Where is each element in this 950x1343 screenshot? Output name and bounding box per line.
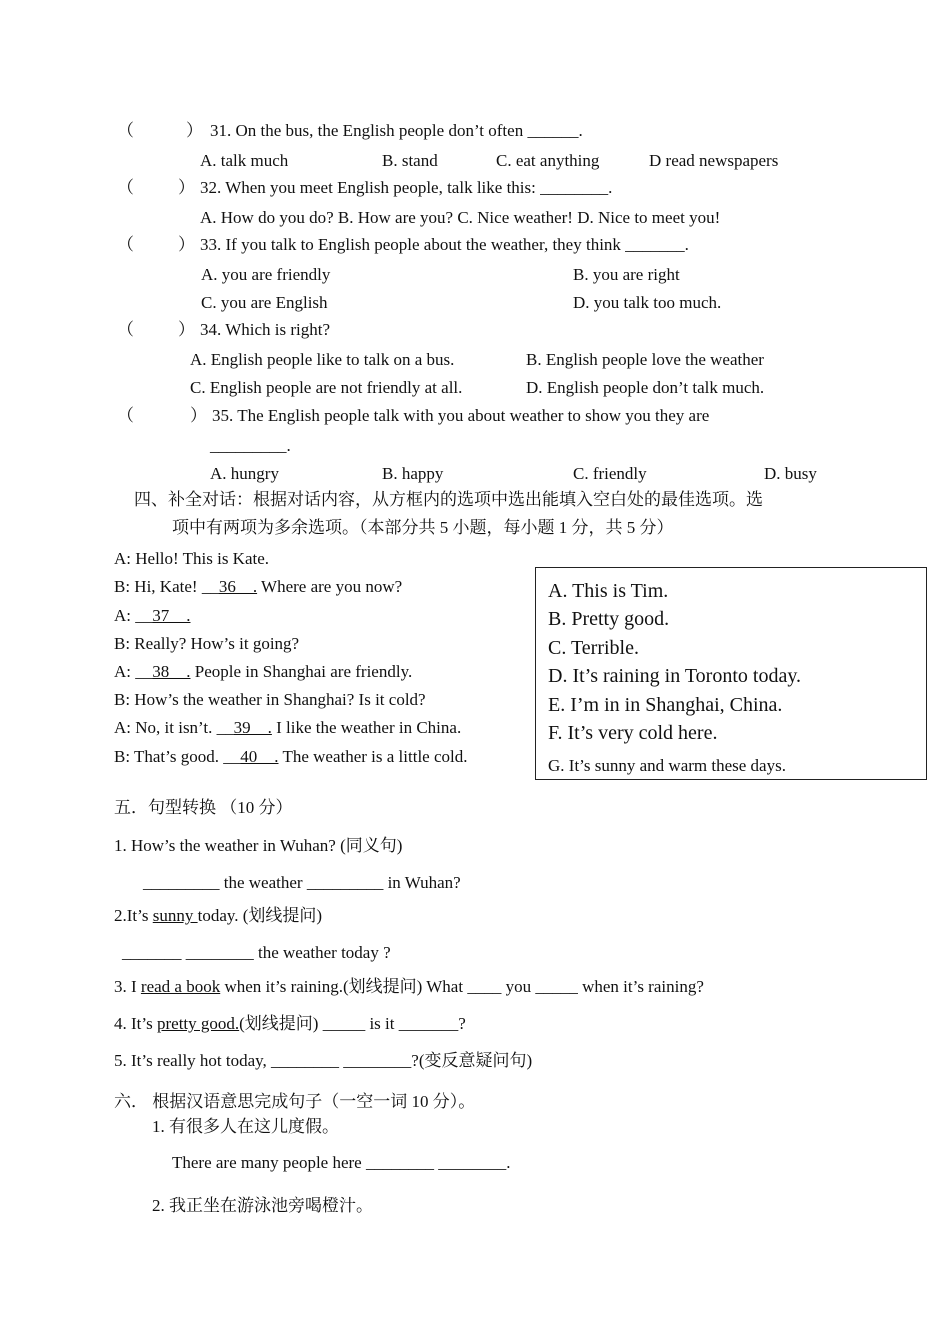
q34-option-b: B. English people love the weather [526,350,764,369]
q34-option-a: A. English people like to talk on a bus. [190,350,455,369]
q35-option-d: D. busy [764,464,817,483]
section5-q5: 5. It’s really hot today, ________ ________?(变反意疑问句) [114,1051,533,1070]
box-option-f: F. It’s very cold here. [548,722,718,744]
dialogue-line-8-start: B: That’s good. __ [114,747,241,766]
dialogue-line-6: B: How’s the weather in Shanghai? Is it cold? [114,690,426,709]
section5-q1-answer: _________ the weather _________ in Wuhan? [143,873,461,892]
q35-stem: 35. The English people talk with you about weather to show you they are [212,406,710,425]
q33-paren-right: ） [178,235,195,254]
dialogue-line-3-start: A: __ [114,606,153,625]
underlined-sunny: sunny [152,906,198,925]
dialogue-line-7 [114,718,461,738]
blank-38: 38__. [152,662,191,681]
section5-q3 [114,977,704,997]
section5-q2 [114,906,322,926]
section5-q2-end: today. (划线提问) [197,906,323,925]
dialogue-line-8-end: The weather is a little cold. [278,747,468,766]
q31-option-c: C. eat anything [496,151,600,170]
dialogue-line-3 [114,606,191,626]
q35-blank: _________. [210,436,291,455]
dialogue-line-7-end: I like the weather in China. [271,718,462,737]
dialogue-line-2-start: B: Hi, Kate! __ [114,577,219,596]
q34-paren-left: （ [117,320,134,339]
section5-q4-end: (划线提问) _____ is it _______? [239,1014,466,1033]
q32-paren-left: （ [117,178,134,197]
q31-option-b: B. stand [382,151,438,170]
q35-option-c: C. friendly [573,464,647,483]
q35-option-b: B. happy [382,464,444,483]
section5-q2-start: 2.It’s [114,906,153,925]
q34-stem: 34. Which is right? [200,320,330,339]
section5-q3-start: 3. I [114,977,141,996]
section5-q3-end: when it’s raining.(划线提问) What ____ you _____ when it’s raining? [220,977,704,996]
section6-q1: 1. 有很多人在这儿度假。 [152,1117,339,1136]
section5-q4-start: 4. It’s [114,1014,157,1033]
dialogue-line-5-start: A: __ [114,662,153,681]
dialogue-line-8 [114,747,467,767]
q31-option-d: D read newspapers [649,151,779,170]
q31-paren-left: （ [117,121,134,140]
options-box [535,567,927,780]
q34-paren-right: ） [178,320,195,339]
q33-paren-left: （ [117,235,134,254]
q33-option-a: A. you are friendly [201,265,331,284]
section4-heading-line2: 项中有两项为多余选项。（本部分共 5 小题，每小题 1 分，共 5 分） [172,518,674,537]
q31-option-a: A. talk much [200,151,289,170]
q35-paren-right: ） [190,406,207,425]
q32-options: A. How do you do? B. How are you? C. Nice weather! D. Nice to meet you! [200,208,721,227]
q34-option-c: C. English people are not friendly at all. [190,378,463,397]
blank-39: 39__. [233,718,272,737]
box-option-g: G. It’s sunny and warm these days. [548,756,786,775]
section5-q2-answer: _______ ________ the weather today ? [122,943,391,962]
q35-paren-left: （ [117,406,134,425]
q31-paren-right: ） [186,121,203,140]
section6-q2: 2. 我正坐在游泳池旁喝橙汁。 [152,1196,373,1215]
underlined-pretty-good: pretty good. [156,1014,240,1033]
dialogue-line-2 [114,577,402,597]
q32-stem: 32. When you meet English people, talk like this: ________. [200,178,613,197]
dialogue-line-1: A: Hello! This is Kate. [114,549,270,568]
section6-heading: 六． 根据汉语意思完成句子（一空一词 10 分）。 [114,1092,476,1111]
dialogue-line-7-start: A: No, it isn’t. __ [114,718,234,737]
section5-q1: 1. How’s the weather in Wuhan? (同义句) [114,836,403,855]
section5-q4 [114,1014,466,1034]
q33-option-d: D. you talk too much. [573,293,722,312]
box-option-e: E. I’m in in Shanghai, China. [548,694,783,716]
dialogue-line-2-end: Where are you now? [257,577,403,596]
q35-option-a: A. hungry [210,464,279,483]
underlined-read-a-book: read a book [140,977,221,996]
q31-stem: 31. On the bus, the English people don’t often ______. [210,121,583,140]
box-option-a: A. This is Tim. [548,580,669,602]
section4-heading-line1: 四、补全对话：根据对话内容，从方框内的选项中选出能填入空白处的最佳选项。选 [134,490,763,509]
dialogue-line-5 [114,662,412,682]
q32-paren-right: ） [178,178,195,197]
q33-option-b: B. you are right [573,265,680,284]
dialogue-line-4: B: Really? How’s it going? [114,634,300,653]
section6-q1-english: There are many people here ________ ________. [172,1153,511,1172]
q34-option-d: D. English people don’t talk much. [526,378,765,397]
box-option-b: B. Pretty good. [548,608,670,630]
blank-37: 37__. [152,606,191,625]
section5-heading: 五．句型转换 （10 分） [114,798,293,817]
box-option-c: C. Terrible. [548,637,639,659]
box-option-d: D. It’s raining in Toronto today. [548,665,802,687]
q33-option-c: C. you are English [201,293,328,312]
dialogue-line-5-end: People in Shanghai are friendly. [190,662,413,681]
blank-36: 36__. [218,577,258,596]
q33-stem: 33. If you talk to English people about the weather, they think _______. [200,235,689,254]
blank-40: 40__. [240,747,279,766]
